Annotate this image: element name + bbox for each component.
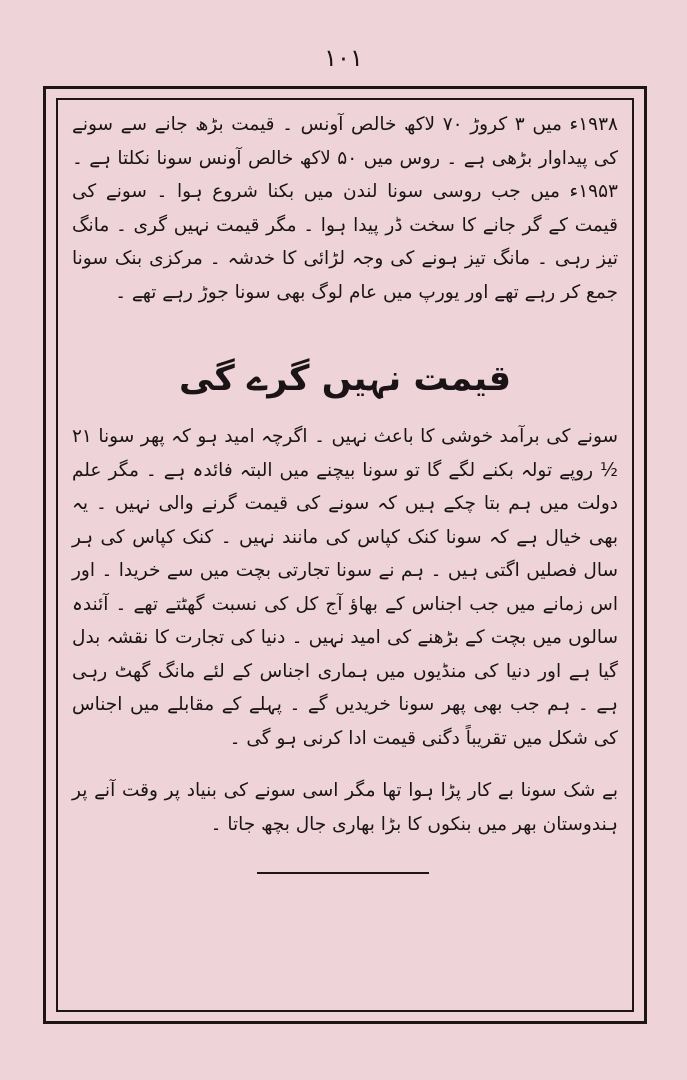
page-number: ۱۰۱ — [324, 44, 363, 72]
section-heading: قیمت نہیں گرے گی — [178, 359, 512, 399]
page-body — [72, 108, 618, 841]
paragraph: سونے کی برآمد خوشی کا باعث نہیں ۔ اگرچہ امید ہو کہ پھر سونا ۲۱ ½ روپے تولہ بکنے لگے گا تو سونا بیچنے میں البتہ فائدہ ہے ۔ مگر علم دولت میں ہم بتا چکے ہیں کہ سونے کی قیمت گرنے والی نہیں ۔ یہ بھی خیال ہے کہ سونا کنک کپاس کی مانند نہیں ۔ کنک کپاس کی ہر سال فصلیں اگتی ہیں ۔ ہم نے سونا تجارتی بچت میں سے خریدا ۔ اور اس زمانے میں جب اجناس کے بھاؤ آج کل کی نسبت گھٹتے تھے ۔ آئندہ سالوں میں بچت کے بڑھنے کی امید نہیں ۔ دنیا کی تجارت کا نقشہ بدل گیا ہے اور دنیا کی منڈیوں میں ہماری اجناس کے لئے مانگ گھٹ رہی ہے ۔ ہم جب بھی پھر سونا خریدیں گے ۔ پہلے کے مقابلے میں اجناس کی شکل میں تقریباً دگنی قیمت ادا کرنی ہو گی ۔ — [72, 426, 618, 749]
closing-rule — [257, 872, 429, 874]
paragraph: بے شک سونا بے کار پڑا ہوا تھا مگر اسی سونے کی بنیاد پر وقت آنے پر ہندوستان بھر میں بنکوں کا بڑا بھاری جال بچھ جاتا ۔ — [72, 780, 618, 835]
paragraph: ۱۹۳۸ء میں ۳ کروڑ ۷۰ لاکھ خالص آونس ۔ قیمت بڑھ جانے سے سونے کی پیداوار بڑھی ہے ۔ روس میں ۵۰ لاکھ خالص آونس سونا نکلتا ہے ۔ ۱۹۵۳ء میں جب روسی سونا لندن میں بکنا شروع ہوا ۔ سونے کی قیمت کے گر جانے کا سخت ڈر پیدا ہوا ۔ مگر قیمت نہیں گری ۔ مانگ تیز رہی ۔ مانگ تیز ہونے کی وجہ لڑائی کا خدشہ ۔ مرکزی بنک سونا جمع کر رہے تھے اور یورپ میں عام لوگ بھی سونا جوڑ رہے تھے ۔ — [72, 114, 618, 303]
